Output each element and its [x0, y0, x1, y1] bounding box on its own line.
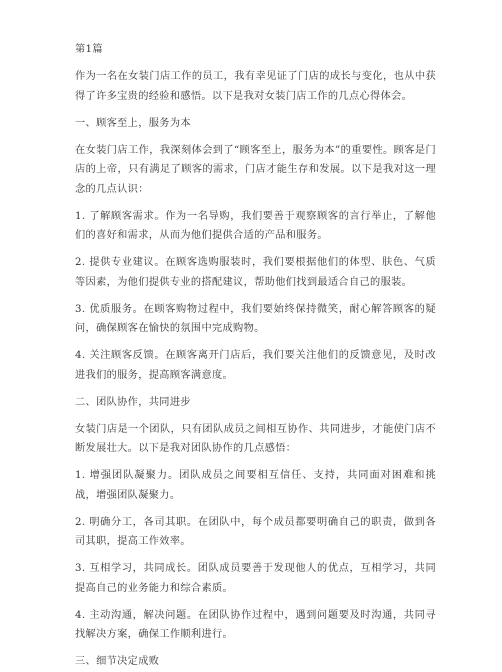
section-heading-1: 一、顾客至上，服务为本	[75, 117, 191, 129]
section-1-point-1: 1. 了解顾客需求。作为一名导购，我们要善于观察顾客的言行举止，了解他们的喜好和需求，从而为他们提供合适的产品和服务。	[75, 210, 436, 241]
section-2-point-2: 2. 明确分工，各司其职。在团队中，每个成员都要明确自己的职责，做到各司其职，提高工作效率。	[75, 516, 436, 547]
section-1-point-2: 2. 提供专业建议。在顾客选购服装时，我们要根据他们的体型、肤色、气质等因素，为他们提供专业的搭配建议，帮助他们找到最适合自己的服装。	[75, 257, 436, 288]
intro-paragraph: 作为一名在女装门店工作的员工，我有幸见证了门店的成长与变化，也从中获得了许多宝贵的经验和感悟。以下是我对女装门店工作的几点心得体会。	[75, 71, 436, 102]
section-1-point-4: 4. 关注顾客反馈。在顾客离开门店后，我们要关注他们的反馈意见，及时改进我们的服务，提高顾客满意度。	[75, 350, 436, 381]
section-2-intro: 女装门店是一个团队，只有团队成员之间相互协作、共同进步，才能使门店不断发展壮大。以下是我对团队协作的几点感悟：	[75, 423, 436, 454]
section-1-intro: 在女装门店工作，我深刻体会到了“顾客至上，服务为本”的重要性。顾客是门店的上帝，只有满足了顾客的需求，门店才能生存和发展。以下是我对这一理念的几点认识：	[75, 144, 436, 195]
part-title: 第1篇	[75, 44, 103, 55]
section-heading-2: 二、团队协作，共同进步	[75, 396, 191, 408]
section-2-point-3: 3. 互相学习，共同成长。团队成员要善于发现他人的优点，互相学习，共同提高自己的业务能力和综合素质。	[75, 563, 436, 594]
section-heading-3: 三、细节决定成败	[75, 656, 160, 667]
section-2-point-1: 1. 增强团队凝聚力。团队成员之间要相互信任、支持，共同面对困难和挑战，增强团队凝聚力。	[75, 470, 436, 501]
section-2-point-4: 4. 主动沟通，解决问题。在团队协作过程中，遇到问题要及时沟通，共同寻找解决方案，确保工作顺利进行。	[75, 609, 436, 640]
section-1-point-3: 3. 优质服务。在顾客购物过程中，我们要始终保持微笑，耐心解答顾客的疑问，确保顾客在愉快的氛围中完成购物。	[75, 303, 436, 334]
